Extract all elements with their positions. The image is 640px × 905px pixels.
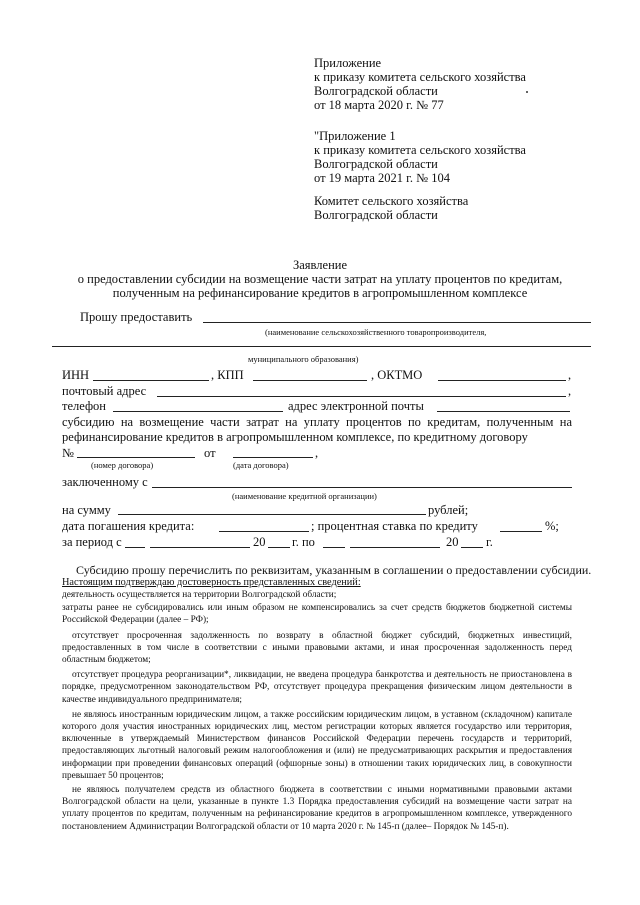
bank-field[interactable] <box>152 487 572 488</box>
speck <box>526 91 528 93</box>
list-item: не являюсь иностранным юридическим лицом, а также российским юридическим лицом, в уставном (складочном) капитале которого доля участия иностранных юридических лиц, местом регистрации которых является государство или территория, включенные в утверждаемый Министерством финансов Российской Федерации перечень государств и территорий, предоставляющих льготный налоговый режим налогообложения и (или) не предусматривающих раскрытия и предоставления информации при проведении финансовых операций (офшорные зоны) в отношении таких юридических лиц, в совокупности превышает 50 процентов; <box>62 709 572 781</box>
producer-field[interactable] <box>203 322 591 323</box>
comma: , <box>568 384 572 398</box>
postal-field[interactable] <box>157 396 566 397</box>
period-end-day[interactable] <box>323 547 345 548</box>
repay-date-field[interactable] <box>219 531 309 532</box>
period-to-label: г. по <box>292 535 315 549</box>
percent-sign: %; <box>545 519 559 533</box>
rate-field[interactable] <box>500 531 542 532</box>
municipal-caption: муниципального образования) <box>248 354 359 364</box>
contract-date-label: от <box>204 446 216 460</box>
kpp-field[interactable] <box>253 380 367 381</box>
contract-number-label: № <box>62 446 74 460</box>
confirmation-heading: Настоящим подтверждаю достоверность представленных сведений: <box>62 577 361 588</box>
inn-field[interactable] <box>93 380 209 381</box>
contract-date-field[interactable] <box>233 457 313 458</box>
period-end-year[interactable] <box>461 547 483 548</box>
list-item: деятельность осуществляется на территории Волгоградской области; <box>62 590 337 600</box>
list-item: не являюсь получателем средств из областного бюджета в соответствии с иными нормативными правовыми актами Волгоградской области на цели, указанные в пункте 1.3 Порядка предоставления субсидий на возмещение части затрат на уплату процентов по кредитам, полученным на рефинансирование кредитов в агропромышленном комплексе, утвержденного постановлением Администрации Волгоградской области от 10 марта 2020 г. № 145-п (далее– Порядок № 145-п). <box>62 785 572 832</box>
oktmo-field[interactable] <box>438 380 566 381</box>
amount-label: на сумму <box>62 503 111 517</box>
header-line: Приложение <box>314 56 382 70</box>
rubles-label: рублей; <box>428 503 469 517</box>
header-line: к приказу комитета сельского хозяйства <box>314 70 526 84</box>
comma: , <box>315 446 319 460</box>
bank-label: заключенному с <box>62 475 148 489</box>
year-suffix: г. <box>486 535 493 549</box>
list-item: отсутствует процедура реорганизации*, ликвидации, не введена процедура банкротства и деятельность не приостановлена в порядке, предусмотренном законодательством РФ, отсутствует процедура прекращения физическим лицом деятельности в качестве индивидуального предпринимателя; <box>62 670 572 705</box>
header-line: Волгоградской области <box>314 84 438 98</box>
oktmo-label: , ОКТМО <box>371 368 423 382</box>
period-end-month[interactable] <box>350 547 440 548</box>
addressee <box>314 194 468 222</box>
period-start-year[interactable] <box>268 547 290 548</box>
body-items <box>62 589 572 833</box>
header-line: "Приложение 1 <box>314 129 396 143</box>
list-item: затраты ранее не субсидировались или иным образом не компенсировались за счет средств бюджетов бюджетной системы Российской Федерации (далее – РФ); <box>62 603 572 626</box>
phone-field[interactable] <box>113 411 283 412</box>
producer-field-continued[interactable] <box>52 346 591 347</box>
inn-label: ИНН <box>62 368 90 382</box>
period-start-month[interactable] <box>150 547 250 548</box>
payment-details-text: Субсидию прошу перечислить по реквизитам, указанным в соглашении о предоставлении субсидии. <box>76 563 592 577</box>
kpp-label: , КПП <box>211 368 244 382</box>
rate-label: ; процентная ставка по кредиту <box>311 519 478 533</box>
title-line-1: о предоставлении субсидии на возмещение части затрат на уплату процентов по кредитам, <box>77 272 563 286</box>
document-title: Заявление <box>292 258 347 272</box>
email-field[interactable] <box>437 411 570 412</box>
header-line: Волгоградской области <box>314 157 438 171</box>
contract-date-caption: (дата договора) <box>233 460 289 470</box>
bank-caption: (наименование кредитной организации) <box>232 491 377 501</box>
comma: , <box>568 368 572 382</box>
contract-number-caption: (номер договора) <box>91 460 154 470</box>
header-block-appendix <box>314 129 526 185</box>
title-line-2: полученным на рефинансирование кредитов в агропромышленном комплексе <box>112 286 528 300</box>
contract-number-field[interactable] <box>77 457 195 458</box>
header-line: от 19 марта 2021 г. № 104 <box>314 171 450 185</box>
header-line: от 18 марта 2020 г. № 77 <box>314 98 444 112</box>
repay-date-label: дата погашения кредита: <box>62 519 195 533</box>
period-start-day[interactable] <box>125 547 145 548</box>
phone-label: телефон <box>62 399 106 413</box>
producer-caption: (наименование сельскохозяйственного товаропроизводителя, <box>265 327 487 337</box>
period-label: за период с <box>62 535 122 549</box>
year-prefix: 20 <box>253 535 266 549</box>
email-label: адрес электронной почты <box>288 399 424 413</box>
postal-label: почтовый адрес <box>62 384 147 398</box>
addressee-line: Волгоградской области <box>314 208 438 222</box>
amount-field[interactable] <box>118 514 426 515</box>
year-prefix: 20 <box>446 535 459 549</box>
header-block-approval <box>314 56 526 112</box>
subsidy-text-line-1: субсидию на возмещение части затрат на уплату процентов по кредитам, полученным на <box>62 415 572 429</box>
list-item: отсутствует просроченная задолженность по возврату в областной бюджет субсидий, бюджетных инвестиций, предоставленных в том числе в соответствии с иными правовыми актами, и иная просроченная задолженность перед областным бюджетом; <box>62 630 572 666</box>
header-line: к приказу комитета сельского хозяйства <box>314 143 526 157</box>
request-label: Прошу предоставить <box>80 310 193 324</box>
subsidy-text-line-2: рефинансирование кредитов в агропромышленном комплексе, по кредитному договору <box>62 430 528 444</box>
addressee-line: Комитет сельского хозяйства <box>314 194 469 208</box>
